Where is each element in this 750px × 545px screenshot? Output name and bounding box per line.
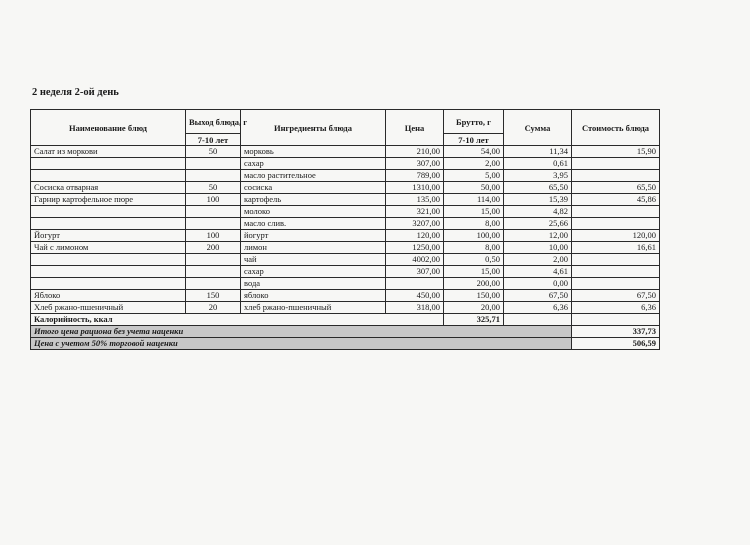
ingredient-sum: 4,61 [504,266,572,278]
header-gross-age: 7-10 лет [444,134,504,146]
ingredient-price: 789,00 [386,170,444,182]
ingredient-sum: 3,95 [504,170,572,182]
page-heading: 2 неделя 2-ой день [32,87,119,98]
ingredient-sum: 25,66 [504,218,572,230]
ingredient-name: хлеб ржано-пшеничный [241,302,386,314]
header-output: Выход блюда, г [186,110,241,134]
ingredient-name: сахар [241,158,386,170]
dish-name [31,158,186,170]
dish-output: 150 [186,290,241,302]
ingredient-sum: 0,00 [504,278,572,290]
table-row [31,182,660,194]
header-sum: Сумма [504,110,572,146]
dish-output: 50 [186,182,241,194]
ingredient-name: вода [241,278,386,290]
dish-name [31,206,186,218]
dish-cost [572,170,660,182]
ingredient-gross: 8,00 [444,218,504,230]
calories-value: 325,71 [444,314,504,326]
ingredient-price: 135,00 [386,194,444,206]
dish-name [31,254,186,266]
dish-cost [572,158,660,170]
dish-name [31,170,186,182]
ingredient-gross: 2,00 [444,158,504,170]
ingredient-name: масло растительное [241,170,386,182]
ingredient-gross: 20,00 [444,302,504,314]
dish-name [31,278,186,290]
dish-cost: 120,00 [572,230,660,242]
header-output-age: 7-10 лет [186,134,241,146]
dish-output: 20 [186,302,241,314]
ingredient-sum: 15,39 [504,194,572,206]
ingredient-name: йогурт [241,230,386,242]
dish-output [186,158,241,170]
header-gross: Брутто, г [444,110,504,134]
dish-output [186,266,241,278]
ingredient-name: лимон [241,242,386,254]
ingredient-price [386,278,444,290]
dish-name: Гарнир картофельное пюре [31,194,186,206]
ingredient-price: 450,00 [386,290,444,302]
dish-output: 100 [186,194,241,206]
ingredient-sum: 0,61 [504,158,572,170]
total-without-markup-label: Итого цена рациона без учета наценки [31,326,572,338]
table-row [31,290,660,302]
ingredient-gross: 54,00 [444,146,504,158]
dish-output [186,254,241,266]
dish-cost: 15,90 [572,146,660,158]
dish-name [31,218,186,230]
table-row [31,146,660,158]
total-without-markup-value: 337,73 [572,326,660,338]
table-row [31,242,660,254]
dish-cost: 6,36 [572,302,660,314]
header-price: Цена [386,110,444,146]
ingredient-price: 318,00 [386,302,444,314]
menu-table [30,109,660,350]
total-with-markup-label: Цена с учетом 50% торговой наценки [31,338,572,350]
dish-cost [572,266,660,278]
ingredient-name: масло слив. [241,218,386,230]
dish-cost: 67,50 [572,290,660,302]
table-row [31,170,660,182]
table-row [31,206,660,218]
ingredient-price: 1250,00 [386,242,444,254]
ingredient-sum: 10,00 [504,242,572,254]
dish-output [186,218,241,230]
table-row [31,254,660,266]
ingredient-name: чай [241,254,386,266]
dish-cost [572,206,660,218]
table-row [31,194,660,206]
dish-output: 100 [186,230,241,242]
ingredient-price: 307,00 [386,158,444,170]
dish-output: 50 [186,146,241,158]
ingredient-price: 321,00 [386,206,444,218]
ingredient-sum: 12,00 [504,230,572,242]
table-row [31,278,660,290]
dish-name: Яблоко [31,290,186,302]
dish-name: Хлеб ржано-пшеничный [31,302,186,314]
ingredient-gross: 15,00 [444,266,504,278]
calories-label: Калорийность, ккал [31,314,444,326]
ingredient-gross: 100,00 [444,230,504,242]
ingredient-price: 210,00 [386,146,444,158]
ingredient-name: картофель [241,194,386,206]
ingredient-gross: 150,00 [444,290,504,302]
dish-output [186,206,241,218]
header-name: Наименование блюд [31,110,186,146]
table-row [31,158,660,170]
dish-name: Сосиска отварная [31,182,186,194]
dish-cost: 65,50 [572,182,660,194]
dish-name [31,266,186,278]
menu-table-body [31,146,660,314]
calories-empty [572,314,660,326]
dish-cost: 16,61 [572,242,660,254]
dish-name: Чай с лимоном [31,242,186,254]
dish-cost: 45,86 [572,194,660,206]
dish-output: 200 [186,242,241,254]
table-row [31,218,660,230]
ingredient-sum: 2,00 [504,254,572,266]
ingredient-gross: 114,00 [444,194,504,206]
ingredient-name: молоко [241,206,386,218]
ingredient-price: 3207,00 [386,218,444,230]
header-ingredients: Ингредиенты блюда [241,110,386,146]
calories-empty [504,314,572,326]
ingredient-gross: 200,00 [444,278,504,290]
ingredient-gross: 50,00 [444,182,504,194]
dish-output [186,278,241,290]
header-cost: Стоимость блюда [572,110,660,146]
ingredient-name: сосиска [241,182,386,194]
ingredient-price: 120,00 [386,230,444,242]
dish-cost [572,218,660,230]
dish-output [186,170,241,182]
dish-cost [572,278,660,290]
ingredient-sum: 4,82 [504,206,572,218]
total-with-markup-value: 506,59 [572,338,660,350]
ingredient-name: морковь [241,146,386,158]
ingredient-sum: 65,50 [504,182,572,194]
table-row [31,302,660,314]
ingredient-price: 307,00 [386,266,444,278]
dish-cost [572,254,660,266]
dish-name: Йогурт [31,230,186,242]
ingredient-name: яблоко [241,290,386,302]
ingredient-sum: 67,50 [504,290,572,302]
ingredient-sum: 6,36 [504,302,572,314]
ingredient-price: 1310,00 [386,182,444,194]
dish-name: Салат из моркови [31,146,186,158]
table-row [31,230,660,242]
ingredient-gross: 0,50 [444,254,504,266]
ingredient-price: 4002,00 [386,254,444,266]
table-row [31,266,660,278]
ingredient-sum: 11,34 [504,146,572,158]
ingredient-gross: 8,00 [444,242,504,254]
ingredient-gross: 5,00 [444,170,504,182]
ingredient-name: сахар [241,266,386,278]
ingredient-gross: 15,00 [444,206,504,218]
